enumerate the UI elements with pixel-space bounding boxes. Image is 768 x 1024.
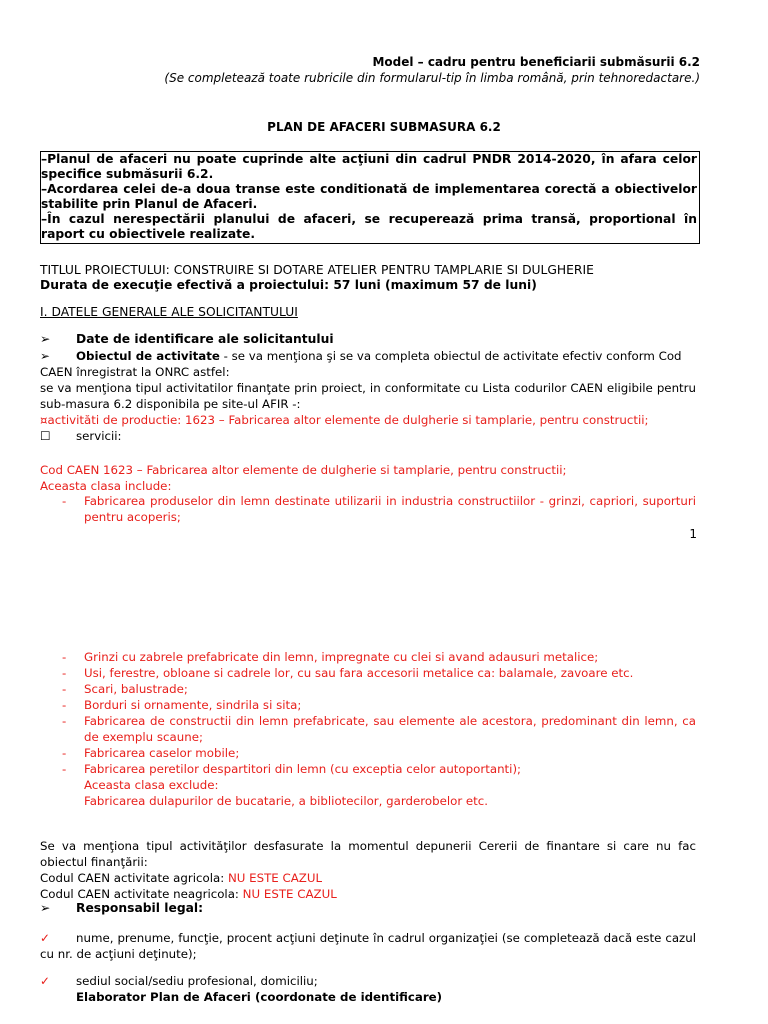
nonagri-caen-label: Codul CAEN activitate neagricola: <box>40 887 243 901</box>
exclude-label: Aceasta clasa exclude: <box>84 778 219 792</box>
legal-item-2-text: sediul social/sediu profesional, domiciliu; <box>76 974 318 988</box>
check-icon: ✓ <box>40 974 50 988</box>
elaborator-label: Elaborator Plan de Afaceri (coordonate de identificare) <box>76 990 443 1004</box>
caen-list-page1 <box>62 493 696 525</box>
caen-code: Cod CAEN 1623 – Fabricarea altor elemente de dulgherie si tamplarie, pentru constructii; <box>40 463 567 477</box>
notice-box <box>40 151 700 244</box>
agri-caen-label: Codul CAEN activitate agricola: <box>40 871 228 885</box>
activities-instructions: Se va menţiona tipul activităţilor desfasurate la momentul depunerii Cererii de finantare si care nu fac obiectul finanţării: <box>40 839 696 869</box>
identification-label: Date de identificare ale solicitantului <box>76 332 334 346</box>
arrow-icon: ➢ <box>40 349 50 363</box>
list-item: - Fabricarea peretilor despartitori din lemn (cu exceptia celor autoportanti); <box>62 762 522 776</box>
activity-object-label: Obiectul de activitate <box>76 349 220 363</box>
agri-caen-value: NU ESTE CAZUL <box>227 871 323 885</box>
legal-item-2 <box>40 973 696 1005</box>
services-label: servicii: <box>76 429 122 443</box>
header-subtitle: (Se completează toate rubricile din formularul-tip în limba română, prin tehnoredactare.) <box>164 71 700 85</box>
list-item: - Fabricarea de constructii din lemn prefabricate, sau elemente ale acestora, predominant din lemn, ca de exemplu scaune; <box>62 714 696 744</box>
identification-item <box>40 332 334 346</box>
notice-line-3: –În cazul nerespectării planului de afaceri, se recuperează prima transă, proportional în raport cu obiectivele realizate. <box>41 212 697 241</box>
notice-line-2: –Acordarea celei de-a doua transe este conditionată de implementarea corectă a obiectivelor stabilite prin Planul de Afaceri. <box>41 182 697 211</box>
caen-list-page2 <box>62 649 696 809</box>
list-item: - Borduri si ornamente, sindrila si sita; <box>62 698 302 712</box>
checkbox-icon: ☐ <box>40 429 51 443</box>
arrow-icon: ➢ <box>40 332 51 346</box>
legal-item-1 <box>40 930 696 962</box>
activity-object-text-2: CAEN înregistrat la ONRC astfel: <box>40 365 230 379</box>
legal-item-1-text: nume, prenume, funcţie, procent acţiuni deţinute în cadrul organizaţiei (se completează dacă este cazul cu nr. de acţiuni deţinute); <box>40 931 696 961</box>
arrow-icon: ➢ <box>40 901 51 915</box>
project-duration: Durata de execuţie efectivă a proiectului: 57 luni (maximum 57 de luni) <box>40 278 537 292</box>
list-item: - Fabricarea caselor mobile; <box>62 746 240 760</box>
activity-list-instructions: se va menţiona tipul activitatilor finanţate prin proiect, in conformitate cu Lista codurilor CAEN eligibile pentru sub-masura 6.2 disponibila pe site-ul AFIR -: <box>40 381 696 411</box>
activity-object-text: - se va menţiona şi se va completa obiectul de activitate efectiv conform Cod <box>219 349 682 363</box>
list-item: - Fabricarea produselor din lemn destinate utilizarii in industria constructiilor - grinzi, capriori, suporturi pentru acoperis; <box>62 494 696 524</box>
activity-object-item <box>40 348 696 444</box>
check-icon: ✓ <box>40 931 50 945</box>
activities-block <box>40 838 696 902</box>
notice-line-1: –Planul de afaceri nu poate cuprinde alte acţiuni din cadrul PNDR 2014-2020, în afara celor specifice submăsurii 6.2. <box>41 152 697 181</box>
legal-heading-row <box>40 901 203 915</box>
header-title: Model – cadru pentru beneficiarii submăsurii 6.2 <box>372 55 700 69</box>
legal-heading: Responsabil legal: <box>76 901 204 915</box>
caen-block <box>40 462 696 494</box>
project-title: TITLUL PROIECTULUI: CONSTRUIRE SI DOTARE ATELIER PENTRU TAMPLARIE SI DULGHERIE <box>40 263 594 277</box>
production-activity: ¤activităti de productie: 1623 – Fabricarea altor elemente de dulgherie si tamplarie, pentru constructii; <box>40 413 649 427</box>
list-item: - Usi, ferestre, obloane si cadrele lor, cu sau fara accesorii metalice ca: balamale, zavoare etc. <box>62 666 634 680</box>
list-item: - Scari, balustrade; <box>62 682 188 696</box>
list-item: - Grinzi cu zabrele prefabricate din lemn, impregnate cu clei si avand adausuri metalice; <box>62 650 599 664</box>
section-heading: I. DATELE GENERALE ALE SOLICITANTULUI <box>40 305 298 319</box>
plan-title: PLAN DE AFACERI SUBMASURA 6.2 <box>267 120 501 134</box>
exclude-text: Fabricarea dulapurilor de bucatarie, a bibliotecilor, garderobelor etc. <box>84 794 489 808</box>
nonagri-caen-value: NU ESTE CAZUL <box>242 887 337 901</box>
page-number: 1 <box>689 527 697 541</box>
caen-includes-label: Aceasta clasa include: <box>40 479 172 493</box>
